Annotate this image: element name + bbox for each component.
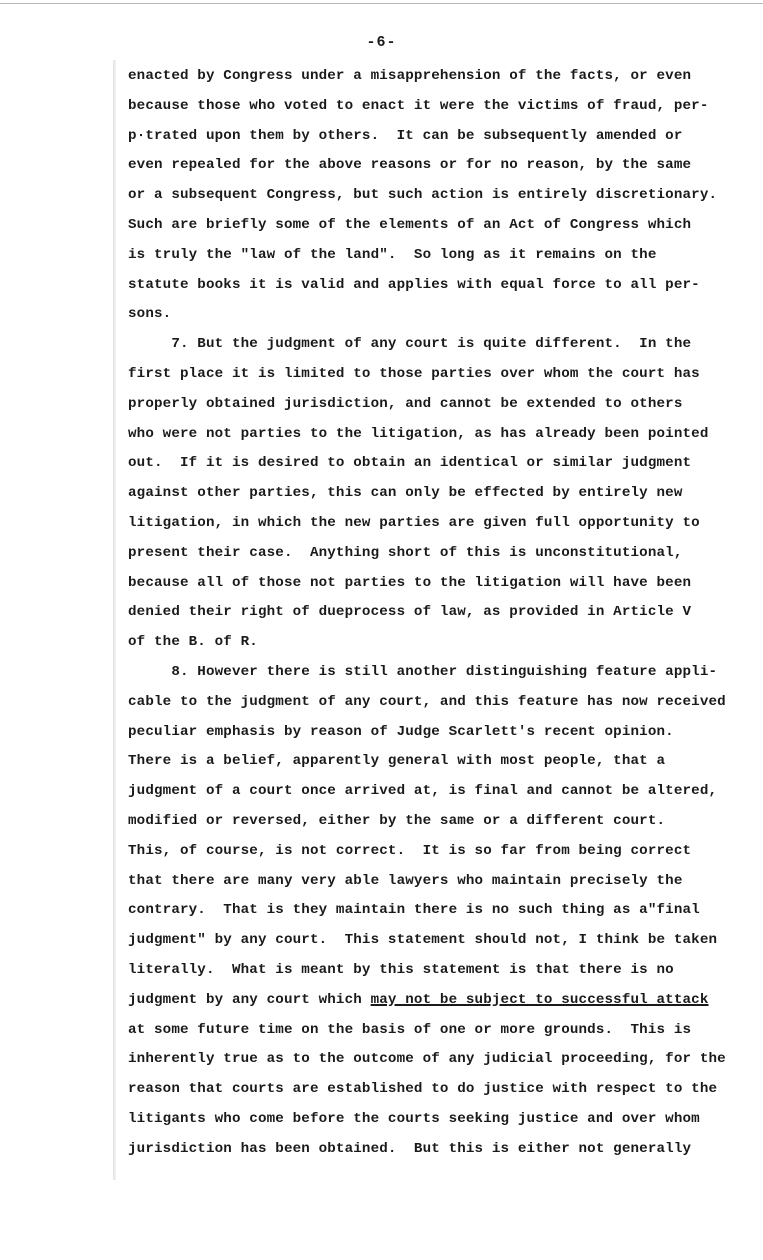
- text-line: that there are many very able lawyers who maintain precisely the: [128, 872, 683, 889]
- body-text: [128, 62, 758, 1164]
- page-edge-shadow: [113, 60, 116, 1180]
- text-line: even repealed for the above reasons or for no reason, by the same: [128, 157, 692, 174]
- text-line: reason that courts are established to do justice with respect to the: [128, 1081, 718, 1098]
- text-line: contrary. That is they maintain there is no such thing as a"final: [128, 902, 700, 919]
- text-line: peculiar emphasis by reason of Judge Scarlett's recent opinion.: [128, 723, 674, 740]
- text-line: properly obtained jurisdiction, and cannot be extended to others: [128, 395, 683, 412]
- text-line: of the B. of R.: [128, 634, 258, 651]
- text-line: 7. But the judgment of any court is quite different. In the: [128, 336, 692, 353]
- text-segment: judgment by any court which: [128, 991, 371, 1008]
- text-line: p∙trated upon them by others. It can be subsequently amended or: [128, 127, 683, 144]
- text-line: is truly the "law of the land". So long as it remains on the: [128, 246, 657, 263]
- text-line: against other parties, this can only be effected by entirely new: [128, 485, 683, 502]
- text-line: literally. What is meant by this statement is that there is no: [128, 961, 674, 978]
- text-line: There is a belief, apparently general with most people, that a: [128, 753, 666, 770]
- text-line: Such are briefly some of the elements of an Act of Congress which: [128, 216, 692, 233]
- text-line: [128, 986, 758, 1016]
- text-line: first place it is limited to those parties over whom the court has: [128, 365, 700, 382]
- text-line: judgment of a court once arrived at, is final and cannot be altered,: [128, 783, 718, 800]
- text-line: cable to the judgment of any court, and this feature has now received: [128, 693, 726, 710]
- text-line: or a subsequent Congress, but such action is entirely discretionary.: [128, 187, 718, 204]
- text-line: statute books it is valid and applies with equal force to all per-: [128, 276, 700, 293]
- text-line: at some future time on the basis of one or more grounds. This is: [128, 1021, 692, 1038]
- top-rule: [0, 3, 763, 4]
- text-line: modified or reversed, either by the same or a different court.: [128, 812, 666, 829]
- text-line: litigants who come before the courts seeking justice and over whom: [128, 1110, 700, 1127]
- text-line: because those who voted to enact it were the victims of fraud, per-: [128, 97, 709, 114]
- text-line: litigation, in which the new parties are given full opportunity to: [128, 514, 700, 531]
- text-line: 8. However there is still another distinguishing feature appli-: [128, 663, 718, 680]
- underlined-phrase: may not be subject to successful attack: [370, 991, 709, 1008]
- text-line: judgment" by any court. This statement should not, I think be taken: [128, 932, 718, 949]
- text-line: denied their right of dueprocess of law, as provided in Article V: [128, 604, 692, 621]
- text-line: who were not parties to the litigation, as has already been pointed: [128, 425, 709, 442]
- text-line: This, of course, is not correct. It is so far from being correct: [128, 842, 692, 859]
- text-line: sons.: [128, 306, 172, 323]
- text-line: out. If it is desired to obtain an identical or similar judgment: [128, 455, 692, 472]
- text-line: because all of those not parties to the litigation will have been: [128, 574, 692, 591]
- text-line: present their case. Anything short of this is unconstitutional,: [128, 544, 683, 561]
- text-line: jurisdiction has been obtained. But this is either not generally: [128, 1140, 692, 1157]
- text-line: inherently true as to the outcome of any judicial proceeding, for the: [128, 1051, 726, 1068]
- page-number: -6-: [366, 34, 397, 51]
- text-line: enacted by Congress under a misapprehension of the facts, or even: [128, 68, 692, 84]
